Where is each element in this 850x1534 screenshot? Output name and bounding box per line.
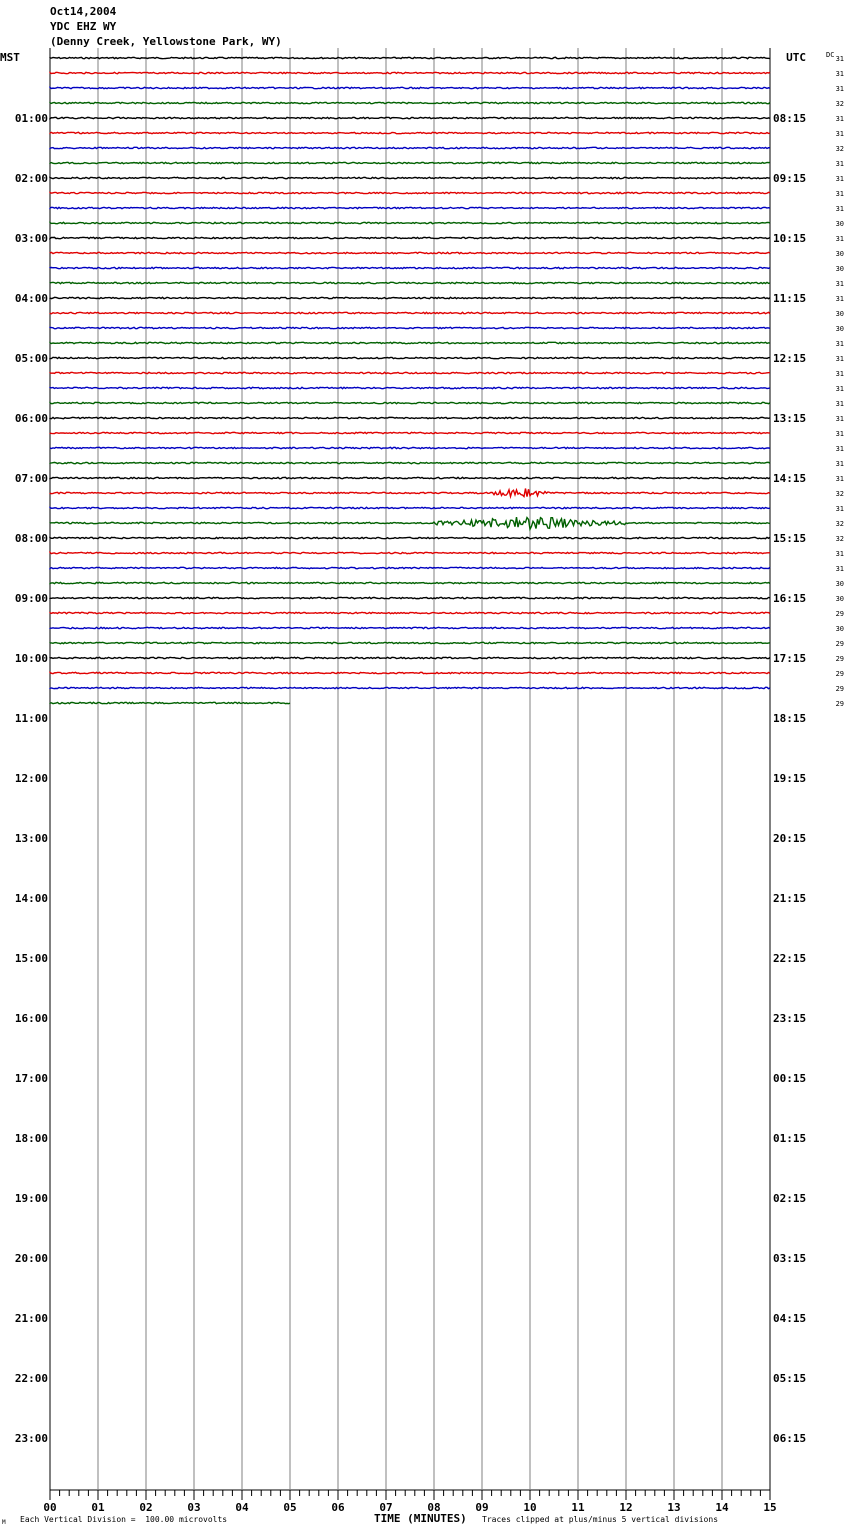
dc-offset-value: 30	[835, 220, 844, 228]
mst-hour-label: 01:00	[14, 112, 48, 125]
seismic-trace	[50, 387, 770, 388]
seismic-trace	[50, 267, 770, 268]
seismic-trace	[50, 402, 770, 403]
dc-offset-value: 32	[835, 145, 844, 153]
dc-offset-value: 29	[835, 655, 844, 663]
dc-offset-value: 31	[835, 550, 844, 558]
mst-hour-label: 10:00	[14, 652, 48, 665]
mst-hour-label: 20:00	[14, 1252, 48, 1265]
seismic-trace	[50, 597, 770, 598]
dc-offset-value: 32	[835, 535, 844, 543]
seismic-trace	[50, 462, 770, 463]
utc-hour-label: 11:15	[773, 292, 807, 305]
utc-hour-label: 23:15	[773, 1012, 807, 1025]
dc-offset-value: 31	[835, 85, 844, 93]
mst-hour-label: 21:00	[14, 1312, 48, 1325]
mst-hour-label: 02:00	[14, 172, 48, 185]
seismic-trace	[50, 488, 770, 496]
x-tick-label: 14	[715, 1501, 729, 1514]
mst-hour-label: 23:00	[14, 1432, 48, 1445]
utc-hour-label: 21:15	[773, 892, 807, 905]
dc-offset-value: 30	[835, 250, 844, 258]
station-name: YDC EHZ WY	[50, 20, 117, 33]
dc-offset-value: 31	[835, 190, 844, 198]
dc-offset-value: 31	[835, 565, 844, 573]
dc-offset-value: 31	[835, 115, 844, 123]
dc-offset-value: 31	[835, 430, 844, 438]
mst-hour-label: 14:00	[14, 892, 48, 905]
seismic-trace	[50, 672, 770, 673]
mst-hour-label: 22:00	[14, 1372, 48, 1385]
utc-hour-label: 09:15	[773, 172, 807, 185]
seismic-trace	[50, 417, 770, 418]
mst-hour-label: 05:00	[14, 352, 48, 365]
utc-hour-label: 17:15	[773, 652, 807, 665]
seismic-trace	[50, 207, 770, 208]
seismic-trace	[50, 327, 770, 328]
dc-offset-value: 31	[835, 370, 844, 378]
seismic-trace	[50, 477, 770, 478]
left-tz-label: MST	[0, 51, 20, 64]
x-tick-label: 00	[43, 1501, 57, 1514]
x-tick-label: 01	[91, 1501, 105, 1514]
dc-offset-value: 32	[835, 490, 844, 498]
dc-offset-value: 31	[835, 55, 844, 63]
utc-hour-label: 13:15	[773, 412, 807, 425]
dc-offset-value: 31	[835, 205, 844, 213]
dc-offset-value: 30	[835, 325, 844, 333]
mst-hour-label: 15:00	[14, 952, 48, 965]
mst-hour-label: 17:00	[14, 1072, 48, 1085]
dc-offset-value: 31	[835, 280, 844, 288]
mst-hour-label: 13:00	[14, 832, 48, 845]
dc-offset-value: 31	[835, 460, 844, 468]
utc-hour-label: 02:15	[773, 1192, 807, 1205]
x-tick-label: 08	[427, 1501, 441, 1514]
seismic-trace	[50, 312, 770, 313]
dc-offset-value: 30	[835, 580, 844, 588]
seismic-trace	[50, 372, 770, 373]
seismic-trace	[50, 192, 770, 193]
utc-hour-label: 04:15	[773, 1312, 807, 1325]
x-tick-label: 06	[331, 1501, 345, 1514]
seismic-trace	[50, 357, 770, 358]
dc-offset-value: 31	[835, 355, 844, 363]
seismic-trace	[50, 627, 770, 628]
dc-offset-value: 29	[835, 700, 844, 708]
utc-hour-label: 19:15	[773, 772, 807, 785]
seismic-trace	[50, 252, 770, 253]
mst-hour-label: 19:00	[14, 1192, 48, 1205]
x-tick-label: 09	[475, 1501, 489, 1514]
seismic-trace	[50, 72, 770, 73]
x-axis-label: TIME (MINUTES)	[374, 1512, 467, 1525]
dc-offset-value: 31	[835, 130, 844, 138]
scale-note: Each Vertical Division = 100.00 microvolts	[20, 1515, 228, 1524]
utc-hour-label: 05:15	[773, 1372, 807, 1385]
dc-offset-value: 30	[835, 595, 844, 603]
seismic-trace	[50, 567, 770, 568]
dc-offset-value: 31	[835, 70, 844, 78]
dc-offset-value: 31	[835, 505, 844, 513]
seismic-trace	[50, 517, 770, 529]
x-tick-label: 02	[139, 1501, 153, 1514]
utc-hour-label: 20:15	[773, 832, 807, 845]
mst-hour-label: 03:00	[14, 232, 48, 245]
seismic-trace	[50, 432, 770, 433]
seismic-trace	[50, 657, 770, 658]
utc-hour-label: 03:15	[773, 1252, 807, 1265]
utc-hour-label: 08:15	[773, 112, 807, 125]
utc-hour-label: 01:15	[773, 1132, 807, 1145]
utc-hour-label: 00:15	[773, 1072, 807, 1085]
corner-mark: M	[2, 1519, 6, 1526]
x-tick-label: 11	[571, 1501, 585, 1514]
seismic-trace	[50, 282, 770, 283]
dc-offset-value: 31	[835, 475, 844, 483]
mst-hour-label: 11:00	[14, 712, 48, 725]
x-tick-label: 07	[379, 1501, 393, 1514]
mst-hour-label: 08:00	[14, 532, 48, 545]
seismic-trace	[50, 537, 770, 538]
dc-offset-value: 30	[835, 265, 844, 273]
seismic-trace	[50, 582, 770, 583]
dc-offset-value: 32	[835, 100, 844, 108]
mst-hour-label: 06:00	[14, 412, 48, 425]
dc-offset-value: 29	[835, 640, 844, 648]
seismic-trace	[50, 177, 770, 178]
dc-offset-value: 31	[835, 160, 844, 168]
utc-hour-label: 14:15	[773, 472, 807, 485]
dc-offset-value: 31	[835, 175, 844, 183]
station-location: (Denny Creek, Yellowstone Park, WY)	[50, 35, 282, 48]
seismic-trace	[50, 447, 770, 448]
x-tick-label: 15	[763, 1501, 777, 1514]
x-tick-label: 13	[667, 1501, 681, 1514]
dc-offset-value: 31	[835, 295, 844, 303]
seismic-trace	[50, 117, 770, 118]
seismic-trace	[50, 162, 770, 163]
dc-offset-value: 29	[835, 610, 844, 618]
x-tick-label: 03	[187, 1501, 201, 1514]
dc-label: DC	[826, 51, 835, 59]
mst-hour-label: 04:00	[14, 292, 48, 305]
mst-hour-label: 09:00	[14, 592, 48, 605]
clip-note: Traces clipped at plus/minus 5 vertical divisions	[482, 1515, 719, 1524]
seismic-trace	[50, 102, 770, 103]
seismic-trace	[50, 342, 770, 343]
x-tick-label: 10	[523, 1501, 537, 1514]
dc-offset-value: 31	[835, 400, 844, 408]
dc-offset-value: 31	[835, 340, 844, 348]
dc-offset-value: 30	[835, 625, 844, 633]
seismic-trace	[50, 222, 770, 223]
x-tick-label: 12	[619, 1501, 633, 1514]
seismic-trace	[50, 87, 770, 88]
x-tick-label: 05	[283, 1501, 297, 1514]
seismic-trace	[50, 687, 770, 688]
utc-hour-label: 15:15	[773, 532, 807, 545]
dc-offset-value: 31	[835, 445, 844, 453]
utc-hour-label: 22:15	[773, 952, 807, 965]
dc-offset-value: 31	[835, 415, 844, 423]
dc-offset-value: 31	[835, 385, 844, 393]
utc-hour-label: 06:15	[773, 1432, 807, 1445]
seismic-trace	[50, 57, 770, 58]
mst-hour-label: 07:00	[14, 472, 48, 485]
seismic-trace	[50, 237, 770, 238]
mst-hour-label: 12:00	[14, 772, 48, 785]
plot-date: Oct14,2004	[50, 5, 117, 18]
seismic-trace	[50, 297, 770, 298]
seismic-trace	[50, 507, 770, 508]
dc-offset-value: 32	[835, 520, 844, 528]
seismic-trace	[50, 642, 770, 643]
seismic-trace	[50, 132, 770, 133]
dc-offset-value: 29	[835, 685, 844, 693]
dc-offset-value: 29	[835, 670, 844, 678]
x-tick-label: 04	[235, 1501, 249, 1514]
utc-hour-label: 12:15	[773, 352, 807, 365]
utc-hour-label: 16:15	[773, 592, 807, 605]
mst-hour-label: 18:00	[14, 1132, 48, 1145]
seismic-trace	[50, 612, 770, 613]
dc-offset-value: 31	[835, 235, 844, 243]
right-tz-label: UTC	[786, 51, 806, 64]
seismic-trace	[50, 552, 770, 553]
seismic-trace	[50, 147, 770, 148]
mst-hour-label: 16:00	[14, 1012, 48, 1025]
utc-hour-label: 18:15	[773, 712, 807, 725]
utc-hour-label: 10:15	[773, 232, 807, 245]
seismic-trace	[50, 702, 290, 703]
dc-offset-value: 30	[835, 310, 844, 318]
